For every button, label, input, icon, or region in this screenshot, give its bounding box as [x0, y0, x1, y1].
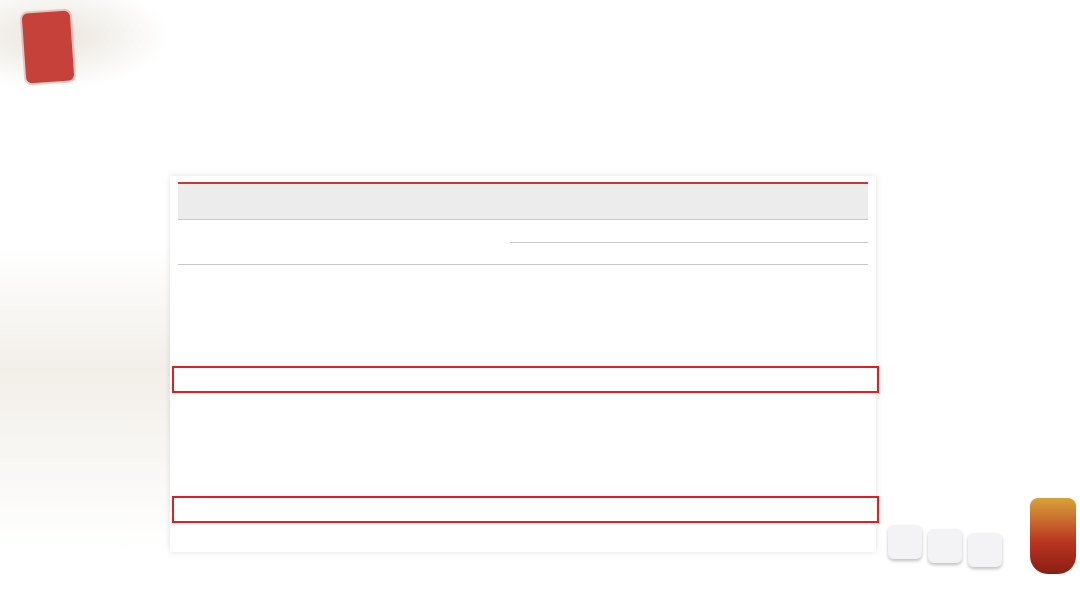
architecture-background: [0, 250, 180, 550]
highlight-box-rtv: [172, 496, 879, 523]
university-emblem: [1030, 498, 1076, 574]
group-header: [510, 220, 868, 243]
col-header-p: [778, 242, 860, 264]
keyboard-decoration: [880, 505, 1030, 575]
keycap: [968, 533, 1002, 567]
col-header-survival: [188, 242, 508, 264]
col-header-ci: [588, 242, 778, 264]
column-header-row: [178, 242, 868, 265]
hospital-seal-logo: [22, 10, 75, 83]
highlight-box-eor: [172, 366, 879, 393]
keycap: [928, 529, 962, 563]
col-header-hr: [513, 242, 553, 264]
keycap: [888, 525, 922, 559]
table-caption: [178, 182, 868, 220]
